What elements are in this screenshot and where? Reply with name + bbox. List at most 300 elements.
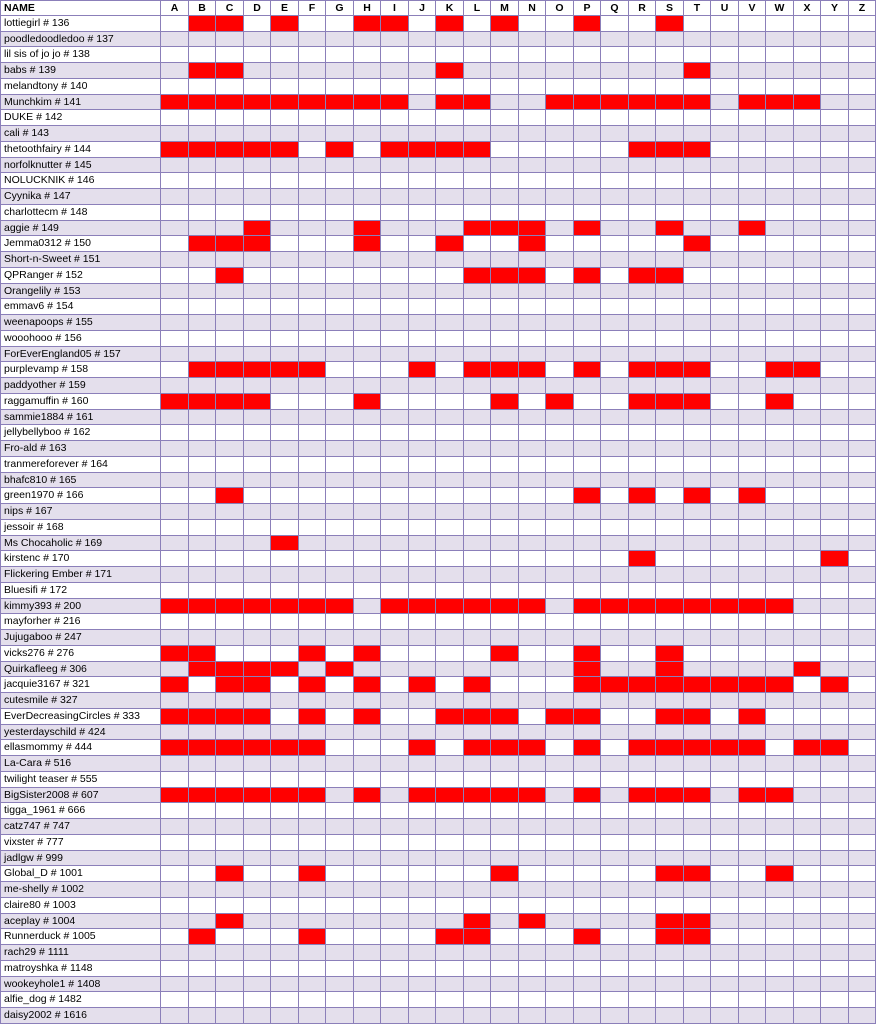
letter-cell — [821, 425, 849, 441]
letter-cell — [244, 756, 271, 772]
letter-cell-marked — [684, 63, 711, 79]
letter-cell-marked — [409, 677, 436, 693]
letter-cell — [354, 47, 381, 63]
letter-cell-marked — [711, 677, 739, 693]
letter-cell — [409, 32, 436, 47]
letter-cell-marked — [684, 362, 711, 378]
letter-cell — [739, 504, 766, 520]
row-name: norfolknutter # 145 — [0, 158, 161, 173]
letter-cell — [519, 961, 546, 977]
letter-cell-marked — [574, 929, 601, 945]
letter-cell — [766, 819, 794, 835]
letter-cell — [574, 173, 601, 189]
letter-cell-marked — [656, 788, 684, 803]
letter-cell — [519, 536, 546, 551]
letter-cell — [574, 977, 601, 992]
letter-cell — [574, 866, 601, 882]
letter-cell — [354, 158, 381, 173]
letter-cell — [766, 473, 794, 488]
letter-cell-marked — [519, 788, 546, 803]
letter-cell — [766, 457, 794, 473]
letter-cell — [436, 803, 464, 819]
letter-cell-marked — [381, 16, 409, 32]
letter-cell — [849, 567, 876, 583]
letter-cell — [601, 882, 629, 898]
header-letter-i: I — [381, 0, 409, 16]
row-name: Cyynika # 147 — [0, 189, 161, 205]
letter-cell — [519, 725, 546, 740]
letter-cell-marked — [491, 394, 519, 410]
letter-cell-marked — [244, 788, 271, 803]
row-name: vicks276 # 276 — [0, 646, 161, 662]
letter-cell — [299, 189, 326, 205]
letter-cell — [821, 63, 849, 79]
header-letter-u: U — [711, 0, 739, 16]
letter-cell-marked — [519, 914, 546, 929]
letter-cell — [766, 284, 794, 299]
letter-cell — [326, 977, 354, 992]
letter-cell — [216, 961, 244, 977]
letter-cell — [739, 63, 766, 79]
letter-cell — [601, 756, 629, 772]
letter-cell-marked — [574, 740, 601, 756]
letter-cell — [381, 488, 409, 504]
letter-cell — [354, 740, 381, 756]
letter-cell — [271, 173, 299, 189]
row-name: daisy2002 # 1616 — [0, 1008, 161, 1024]
letter-cell — [381, 614, 409, 630]
letter-cell — [821, 709, 849, 725]
letter-cell — [546, 583, 574, 599]
letter-cell — [684, 551, 711, 567]
letter-cell — [849, 126, 876, 142]
letter-cell — [354, 32, 381, 47]
letter-cell — [216, 630, 244, 646]
letter-cell — [326, 457, 354, 473]
letter-cell — [299, 536, 326, 551]
row-name: mayforher # 216 — [0, 614, 161, 630]
letter-cell — [821, 803, 849, 819]
letter-cell — [409, 551, 436, 567]
letter-cell — [326, 1008, 354, 1024]
letter-cell — [409, 299, 436, 315]
letter-cell-marked — [491, 740, 519, 756]
letter-cell — [629, 32, 656, 47]
letter-cell — [546, 158, 574, 173]
row-name: NOLUCKNIK # 146 — [0, 173, 161, 189]
letter-cell — [189, 410, 216, 425]
header-letter-f: F — [299, 0, 326, 16]
letter-cell — [271, 693, 299, 709]
letter-cell-marked — [491, 362, 519, 378]
letter-cell — [629, 205, 656, 221]
letter-cell — [326, 520, 354, 536]
letter-cell-marked — [491, 709, 519, 725]
letter-cell — [161, 16, 189, 32]
letter-cell — [436, 977, 464, 992]
letter-cell-marked — [766, 362, 794, 378]
letter-cell — [711, 158, 739, 173]
letter-cell — [409, 646, 436, 662]
letter-cell — [849, 646, 876, 662]
letter-cell — [354, 252, 381, 268]
letter-cell — [711, 378, 739, 394]
letter-cell — [601, 457, 629, 473]
letter-cell — [574, 410, 601, 425]
letter-cell — [849, 205, 876, 221]
letter-cell — [299, 221, 326, 236]
letter-cell — [464, 961, 491, 977]
letter-cell-marked — [464, 740, 491, 756]
letter-cell — [711, 567, 739, 583]
letter-cell — [326, 914, 354, 929]
letter-cell — [766, 236, 794, 252]
letter-cell — [464, 79, 491, 95]
letter-cell — [519, 756, 546, 772]
letter-cell — [491, 567, 519, 583]
letter-cell — [739, 882, 766, 898]
letter-cell — [821, 473, 849, 488]
letter-cell — [409, 1008, 436, 1024]
letter-cell — [464, 803, 491, 819]
letter-cell — [601, 819, 629, 835]
letter-cell — [216, 803, 244, 819]
letter-cell-marked — [244, 740, 271, 756]
letter-cell-marked — [216, 599, 244, 614]
letter-cell — [381, 1008, 409, 1024]
letter-cell — [161, 126, 189, 142]
letter-cell — [519, 441, 546, 457]
letter-cell — [546, 126, 574, 142]
letter-cell — [464, 378, 491, 394]
letter-cell — [326, 284, 354, 299]
row-name: ellasmommy # 444 — [0, 740, 161, 756]
letter-cell — [849, 63, 876, 79]
letter-cell — [821, 961, 849, 977]
letter-cell — [244, 646, 271, 662]
letter-cell-marked — [436, 95, 464, 110]
letter-cell-marked — [766, 599, 794, 614]
letter-cell — [546, 961, 574, 977]
letter-cell-marked — [601, 599, 629, 614]
letter-cell — [766, 126, 794, 142]
letter-cell — [436, 914, 464, 929]
letter-cell — [354, 961, 381, 977]
letter-cell — [381, 410, 409, 425]
letter-cell — [436, 583, 464, 599]
letter-cell-marked — [436, 142, 464, 158]
letter-cell — [436, 835, 464, 851]
letter-cell-marked — [684, 95, 711, 110]
letter-cell-marked — [161, 788, 189, 803]
letter-cell — [684, 158, 711, 173]
letter-cell-marked — [409, 142, 436, 158]
letter-cell — [491, 882, 519, 898]
letter-cell — [711, 189, 739, 205]
letter-cell — [381, 677, 409, 693]
letter-cell — [354, 284, 381, 299]
letter-cell — [574, 158, 601, 173]
letter-cell — [739, 614, 766, 630]
letter-cell — [464, 315, 491, 331]
letter-cell — [299, 803, 326, 819]
letter-cell — [574, 772, 601, 788]
letter-cell — [409, 945, 436, 961]
letter-cell — [519, 425, 546, 441]
row-name: Bluesifi # 172 — [0, 583, 161, 599]
letter-cell — [519, 32, 546, 47]
letter-cell — [354, 693, 381, 709]
letter-cell-marked — [519, 221, 546, 236]
letter-cell — [409, 914, 436, 929]
letter-cell — [299, 473, 326, 488]
letter-cell-marked — [409, 599, 436, 614]
letter-cell — [271, 347, 299, 362]
letter-cell — [794, 599, 821, 614]
letter-cell — [299, 284, 326, 299]
letter-cell-marked — [381, 95, 409, 110]
letter-cell — [601, 268, 629, 284]
letter-cell — [491, 662, 519, 677]
letter-cell — [436, 756, 464, 772]
letter-cell — [766, 158, 794, 173]
letter-cell — [766, 567, 794, 583]
letter-cell — [574, 457, 601, 473]
header-letter-c: C — [216, 0, 244, 16]
letter-cell — [849, 173, 876, 189]
letter-cell — [711, 252, 739, 268]
letter-cell — [409, 803, 436, 819]
letter-cell — [271, 299, 299, 315]
letter-cell — [546, 819, 574, 835]
letter-cell-marked — [656, 394, 684, 410]
letter-cell — [656, 236, 684, 252]
letter-cell — [794, 929, 821, 945]
letter-cell — [161, 756, 189, 772]
letter-cell — [491, 583, 519, 599]
letter-cell-marked — [436, 63, 464, 79]
letter-cell — [601, 173, 629, 189]
letter-cell — [271, 284, 299, 299]
letter-cell-marked — [271, 362, 299, 378]
letter-cell — [161, 945, 189, 961]
letter-cell — [326, 189, 354, 205]
letter-cell — [299, 551, 326, 567]
letter-cell — [354, 551, 381, 567]
letter-cell — [216, 977, 244, 992]
letter-cell — [519, 284, 546, 299]
letter-cell — [354, 315, 381, 331]
letter-cell — [601, 331, 629, 347]
letter-cell-marked — [546, 95, 574, 110]
letter-cell — [574, 583, 601, 599]
letter-cell — [766, 583, 794, 599]
row-name: QPRanger # 152 — [0, 268, 161, 284]
letter-cell — [739, 473, 766, 488]
letter-cell — [794, 315, 821, 331]
letter-cell — [546, 347, 574, 362]
letter-cell — [161, 914, 189, 929]
letter-cell — [381, 693, 409, 709]
letter-cell — [189, 347, 216, 362]
letter-cell-marked — [244, 236, 271, 252]
letter-cell — [519, 142, 546, 158]
letter-cell — [711, 961, 739, 977]
letter-cell — [161, 284, 189, 299]
letter-cell — [766, 803, 794, 819]
letter-cell — [299, 252, 326, 268]
letter-cell-marked — [464, 788, 491, 803]
letter-cell — [436, 898, 464, 914]
letter-cell — [849, 47, 876, 63]
letter-cell — [684, 252, 711, 268]
letter-cell-marked — [821, 551, 849, 567]
letter-cell — [464, 252, 491, 268]
letter-cell — [464, 63, 491, 79]
letter-cell — [189, 221, 216, 236]
letter-cell — [354, 567, 381, 583]
letter-cell — [739, 630, 766, 646]
letter-cell — [739, 47, 766, 63]
letter-cell — [189, 378, 216, 394]
letter-cell — [189, 158, 216, 173]
letter-cell — [216, 347, 244, 362]
header-letter-p: P — [574, 0, 601, 16]
letter-cell — [601, 394, 629, 410]
letter-cell — [684, 47, 711, 63]
letter-cell-marked — [436, 788, 464, 803]
letter-cell — [656, 63, 684, 79]
letter-cell — [656, 410, 684, 425]
letter-cell — [849, 819, 876, 835]
letter-cell — [684, 315, 711, 331]
letter-cell — [601, 362, 629, 378]
letter-cell — [684, 819, 711, 835]
letter-cell — [821, 142, 849, 158]
letter-cell-marked — [436, 599, 464, 614]
letter-cell — [161, 898, 189, 914]
letter-cell — [216, 173, 244, 189]
letter-cell — [381, 819, 409, 835]
letter-cell — [794, 819, 821, 835]
letter-cell — [629, 945, 656, 961]
letter-cell-marked — [491, 221, 519, 236]
row-name: thetoothfairy # 144 — [0, 142, 161, 158]
row-name: nips # 167 — [0, 504, 161, 520]
letter-cell — [409, 756, 436, 772]
letter-cell-marked — [354, 95, 381, 110]
letter-cell — [711, 914, 739, 929]
letter-cell — [629, 646, 656, 662]
letter-cell — [491, 819, 519, 835]
letter-cell-marked — [161, 142, 189, 158]
letter-cell-marked — [684, 142, 711, 158]
letter-cell — [519, 662, 546, 677]
letter-cell — [189, 851, 216, 866]
letter-cell — [794, 32, 821, 47]
letter-cell — [794, 961, 821, 977]
letter-cell — [244, 158, 271, 173]
letter-cell — [271, 79, 299, 95]
letter-cell — [161, 772, 189, 788]
letter-cell — [574, 236, 601, 252]
letter-cell — [849, 898, 876, 914]
letter-cell-marked — [574, 362, 601, 378]
letter-cell — [464, 16, 491, 32]
letter-cell-marked — [629, 488, 656, 504]
letter-cell — [491, 693, 519, 709]
letter-cell — [271, 835, 299, 851]
letter-cell — [216, 945, 244, 961]
letter-cell-marked — [684, 740, 711, 756]
letter-cell-marked — [216, 95, 244, 110]
letter-cell — [491, 835, 519, 851]
letter-cell — [244, 504, 271, 520]
letter-cell — [519, 79, 546, 95]
letter-cell-marked — [656, 362, 684, 378]
letter-cell — [794, 882, 821, 898]
header-letter-d: D — [244, 0, 271, 16]
letter-cell — [464, 646, 491, 662]
letter-cell — [766, 410, 794, 425]
letter-cell — [436, 992, 464, 1008]
letter-cell — [326, 347, 354, 362]
letter-cell — [739, 394, 766, 410]
letter-cell — [546, 551, 574, 567]
letter-cell — [794, 583, 821, 599]
letter-cell — [601, 567, 629, 583]
letter-cell-marked — [601, 677, 629, 693]
letter-cell — [354, 299, 381, 315]
letter-cell — [821, 95, 849, 110]
letter-cell — [684, 173, 711, 189]
letter-cell — [849, 79, 876, 95]
letter-cell — [354, 142, 381, 158]
letter-cell — [271, 709, 299, 725]
letter-cell — [244, 441, 271, 457]
letter-cell — [354, 473, 381, 488]
letter-cell — [216, 835, 244, 851]
letter-cell — [436, 614, 464, 630]
letter-cell — [656, 882, 684, 898]
letter-cell — [216, 504, 244, 520]
letter-cell-marked — [656, 221, 684, 236]
letter-cell — [326, 299, 354, 315]
letter-cell — [354, 63, 381, 79]
letter-cell — [711, 709, 739, 725]
letter-cell-marked — [299, 929, 326, 945]
letter-cell-marked — [464, 268, 491, 284]
letter-cell — [711, 693, 739, 709]
letter-cell — [491, 520, 519, 536]
letter-cell — [766, 961, 794, 977]
letter-cell — [409, 536, 436, 551]
letter-cell-marked — [464, 929, 491, 945]
letter-cell — [381, 221, 409, 236]
letter-cell — [189, 756, 216, 772]
letter-cell — [409, 473, 436, 488]
letter-cell — [381, 992, 409, 1008]
letter-cell — [711, 646, 739, 662]
letter-cell-marked — [739, 488, 766, 504]
letter-cell — [601, 63, 629, 79]
letter-cell — [354, 536, 381, 551]
letter-cell — [216, 1008, 244, 1024]
letter-cell — [574, 536, 601, 551]
letter-cell — [326, 47, 354, 63]
letter-cell — [299, 173, 326, 189]
letter-cell — [161, 236, 189, 252]
